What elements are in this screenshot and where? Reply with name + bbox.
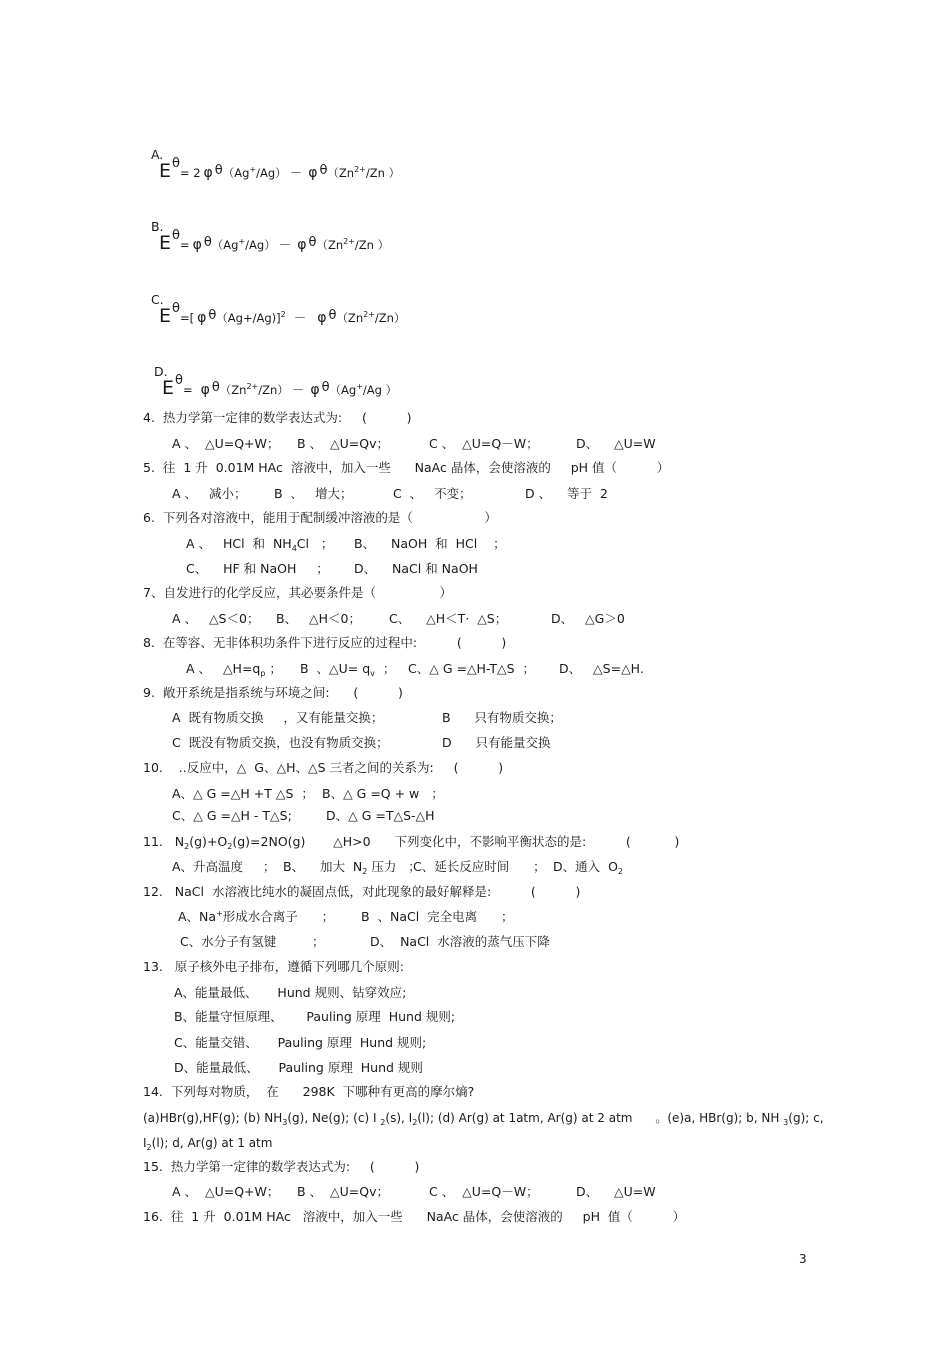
emf-symbol: E xyxy=(161,377,174,399)
couple-1: （Zn xyxy=(219,383,247,397)
q10-option-a: A、△ G =△H +T △S ； xyxy=(172,786,314,801)
question-11-stem xyxy=(143,834,679,850)
couple-1: （Ag xyxy=(211,238,239,252)
question-5-stem: 5. 往 1 升 0.01M HAc 溶液中，加入一些 NaAc 晶体，会使溶液的 pH 值（ ） xyxy=(143,460,670,475)
couple-2-tail: /Zn ） xyxy=(365,166,401,180)
couple-2: （Zn xyxy=(336,311,364,325)
emf-symbol: E xyxy=(158,232,171,254)
standard-theta: θ xyxy=(174,373,183,388)
couple-2-tail: /Zn ） xyxy=(354,238,390,252)
page-number: 3 xyxy=(799,1252,807,1266)
q14-text: (l); d, Ar(g) at 1 atm xyxy=(151,1136,273,1150)
q13-option-b: B、能量守恒原理、 Pauling 原理 Hund 规则; xyxy=(174,1009,456,1024)
subscript: 4 xyxy=(291,544,297,553)
q4-option-c: C 、 △U=Q－W； xyxy=(429,436,539,451)
q11-option-c: C、延长反应时间 ； xyxy=(413,859,546,874)
q10-option-c: C、△ G =△H - T△S; xyxy=(172,808,292,823)
subscript: 2 xyxy=(380,1118,386,1127)
q9-option-c: C 既没有物质交换，也没有物质交换； xyxy=(172,735,389,750)
q8-option-d: D、 △S=△H. xyxy=(559,661,644,676)
phi-symbol: φ xyxy=(308,165,318,181)
standard-theta: θ xyxy=(319,163,328,178)
subscript: 2 xyxy=(227,842,233,851)
option-letter: A. xyxy=(150,147,164,162)
equals: = 2 xyxy=(179,166,201,180)
couple-2-tail: /Ag ） xyxy=(362,383,398,397)
q7-option-b: B、 △H＜0； xyxy=(276,611,361,626)
q8-b-tail: ； xyxy=(374,661,396,676)
charge: 2+ xyxy=(363,310,375,319)
q11-stem-part: 11. N xyxy=(143,834,185,849)
q8-option-a xyxy=(186,661,282,677)
subscript: 2 xyxy=(146,1143,152,1152)
q11-b-tail: 压力 ； xyxy=(367,859,421,874)
couple-1: （Ag xyxy=(222,166,250,180)
question-7-stem: 7、自发进行的化学反应，其必要条件是（ ） xyxy=(143,585,453,600)
q11-option-d xyxy=(553,859,623,875)
standard-theta: θ xyxy=(208,308,217,323)
charge: 2+ xyxy=(246,382,259,391)
q11-stem-part: (g)=2NO(g) △H>0 下列变化中，不影响平衡状态的是: ( ) xyxy=(232,834,680,849)
subscript: 2 xyxy=(412,1118,418,1127)
q13-option-d: D、能量最低、 Pauling 原理 Hund 规则 xyxy=(174,1060,423,1075)
q13-option-c: C、能量交错、 Pauling 原理 Hund 规则; xyxy=(174,1035,427,1050)
q9-option-a: A 既有物质交换 ，又有能量交换； xyxy=(172,710,384,725)
q14-text: I xyxy=(143,1136,147,1150)
emf-symbol: E xyxy=(158,160,171,182)
phi-symbol: φ xyxy=(317,310,327,326)
charge: + xyxy=(356,382,363,391)
q8-a-tail: ； xyxy=(265,661,282,676)
couple-1-tail: /Zn） xyxy=(258,383,289,397)
couple-1-tail: /Ag） xyxy=(245,238,276,252)
question-9-stem: 9. 敞开系统是指系统与环境之间: ( ) xyxy=(143,685,403,700)
formula-option-d xyxy=(146,348,397,399)
q11-b-text: B、 加大 N xyxy=(283,859,363,874)
option-letter: C. xyxy=(150,292,164,307)
q13-option-a: A、能量最低、 Hund 规则、钻穿效应; xyxy=(174,985,407,1000)
q6-option-b: B、 NaOH 和 HCl ； xyxy=(354,536,506,551)
standard-theta: θ xyxy=(321,380,330,395)
phi-symbol: φ xyxy=(197,310,207,326)
charge: 2+ xyxy=(343,237,355,246)
q14-text: (l); (d) Ar(g) at 1atm, Ar(g) at 2 atm 。(e)a, HBr(g); b, NH xyxy=(417,1111,784,1125)
q15-option-a: A 、 △U=Q+W； xyxy=(172,1184,280,1199)
q12-option-a xyxy=(178,909,334,925)
q10-option-d: D、△ G =T△S-△H xyxy=(326,808,435,823)
charge: + xyxy=(216,909,223,918)
subscript: 3 xyxy=(282,1118,288,1127)
q15-option-b: B 、 △U=Qv； xyxy=(297,1184,389,1199)
q4-option-a: A 、 △U=Q+W； xyxy=(172,436,280,451)
couple-2: （Ag xyxy=(329,383,357,397)
q5-option-d: D 、 等于 2 xyxy=(525,486,608,501)
formula-option-a xyxy=(143,131,400,182)
q9-option-b: B 只有物质交换； xyxy=(442,710,562,725)
q14-text: (g), Ne(g); (c) I xyxy=(287,1111,381,1125)
subscript: 3 xyxy=(783,1118,789,1127)
subscript: p xyxy=(260,669,266,678)
q5-option-a: A 、 减小； xyxy=(172,486,247,501)
q6-a-tail: Cl ； xyxy=(296,536,334,551)
standard-theta: θ xyxy=(171,156,180,171)
charge: 2+ xyxy=(354,165,366,174)
equals: = xyxy=(182,383,193,397)
charge: + xyxy=(249,165,257,174)
standard-theta: θ xyxy=(203,235,212,250)
minus: － xyxy=(291,382,305,397)
question-8-stem: 8. 在等容、无非体积功条件下进行反应的过程中: ( ) xyxy=(143,635,507,650)
subscript: 2 xyxy=(362,867,368,876)
q4-option-d: D、 △U=W xyxy=(576,436,656,451)
q6-a-text: A 、 HCl 和 NH xyxy=(186,536,292,551)
couple-1: （Ag+/Ag)] xyxy=(216,311,281,325)
q14-text: (g); c, xyxy=(788,1111,824,1125)
question-16-stem: 16. 往 1 升 0.01M HAc 溶液中，加入一些 NaAc 晶体，会使溶液的 pH 值（ ） xyxy=(143,1209,686,1224)
standard-theta: θ xyxy=(171,228,180,243)
q15-option-d: D、 △U=W xyxy=(576,1184,656,1199)
q12-option-d: D、 NaCl 水溶液的蒸气压下降 xyxy=(370,934,550,949)
equals: =[ xyxy=(179,311,195,325)
subscript: 2 xyxy=(617,867,624,876)
couple-2-tail: /Zn） xyxy=(374,311,406,325)
q8-option-c: C、△ G =△H-T△S ； xyxy=(408,661,535,676)
equals: = xyxy=(179,238,190,252)
q11-option-b xyxy=(283,859,421,875)
minus: － xyxy=(278,237,292,252)
formula-option-c xyxy=(143,276,405,327)
q4-option-b: B 、 △U=Qv； xyxy=(297,436,389,451)
q6-option-c: C、 HF 和 NaOH ； xyxy=(186,561,329,576)
phi-symbol: φ xyxy=(310,382,320,398)
q11-option-a: A、升高温度 ； xyxy=(172,859,276,874)
subscript: v xyxy=(370,669,375,678)
question-13-stem: 13. 原子核外电子排布，遵循下列哪几个原则: xyxy=(143,959,405,974)
q11-d-text: D、通入 O xyxy=(553,859,618,874)
phi-symbol: φ xyxy=(297,237,307,253)
q7-option-c: C、 △H＜T· △S； xyxy=(389,611,508,626)
q8-b-text: B 、△U= q xyxy=(300,661,371,676)
q8-option-b xyxy=(300,661,395,677)
q12-option-b: B 、NaCl 完全电离 ； xyxy=(361,909,514,924)
q14-options-line-2 xyxy=(143,1135,272,1151)
standard-theta: θ xyxy=(214,163,223,178)
q10-option-b: B、△ G =Q + w ； xyxy=(322,786,444,801)
question-4-stem: 4. 热力学第一定律的数学表达式为: ( ) xyxy=(143,410,412,425)
option-letter: B. xyxy=(150,219,164,234)
q14-options-line-1 xyxy=(143,1110,824,1126)
standard-theta: θ xyxy=(308,235,317,250)
couple-1-tail: /Ag） xyxy=(256,166,287,180)
question-14-stem: 14. 下列每对物质， 在 298K 下哪种有更高的摩尔熵? xyxy=(143,1084,475,1099)
emf-symbol: E xyxy=(158,305,171,327)
q12-a-text: A、Na xyxy=(178,909,217,924)
q14-text: (s), I xyxy=(385,1111,413,1125)
q9-option-d: D 只有能量交换 xyxy=(442,735,551,750)
formula-option-b xyxy=(143,203,389,254)
minus: － xyxy=(289,165,303,180)
q5-option-c: C 、 不变； xyxy=(393,486,472,501)
question-12-stem: 12. NaCl 水溶液比纯水的凝固点低，对此现象的最好解释是: ( ) xyxy=(143,884,581,899)
q12-option-c: C、水分子有氢键 ； xyxy=(180,934,325,949)
subscript: 2 xyxy=(184,842,190,851)
q6-option-a xyxy=(186,536,333,552)
phi-symbol: φ xyxy=(200,382,210,398)
standard-theta: θ xyxy=(328,308,337,323)
exponent: 2 xyxy=(280,310,286,319)
q7-option-a: A 、 △S＜0； xyxy=(172,611,260,626)
standard-theta: θ xyxy=(171,301,180,316)
couple-2: （Zn xyxy=(316,238,344,252)
q7-option-d: D、 △G＞0 xyxy=(551,611,625,626)
minus: － xyxy=(293,310,307,325)
option-letter: D. xyxy=(153,364,168,379)
q8-a-text: A 、 △H=q xyxy=(186,661,261,676)
q14-text: (a)HBr(g),HF(g); (b) NH xyxy=(143,1111,283,1125)
standard-theta: θ xyxy=(211,380,220,395)
q5-option-b: B 、 增大； xyxy=(274,486,353,501)
charge: + xyxy=(238,237,246,246)
question-10-stem: 10. ..反应中，△ G、△H、△S 三者之间的关系为: ( ) xyxy=(143,760,504,775)
phi-symbol: φ xyxy=(192,237,202,253)
couple-2: （Zn xyxy=(327,166,355,180)
q11-stem-part: (g)+O xyxy=(189,834,228,849)
question-6-stem: 6. 下列各对溶液中，能用于配制缓冲溶液的是（ ） xyxy=(143,510,497,525)
q12-a-tail: 形成水合离子 ； xyxy=(222,909,335,924)
q15-option-c: C 、 △U=Q－W； xyxy=(429,1184,539,1199)
phi-symbol: φ xyxy=(203,165,213,181)
question-15-stem: 15. 热力学第一定律的数学表达式为: ( ) xyxy=(143,1159,420,1174)
q6-option-d: D、 NaCl 和 NaOH xyxy=(354,561,478,576)
